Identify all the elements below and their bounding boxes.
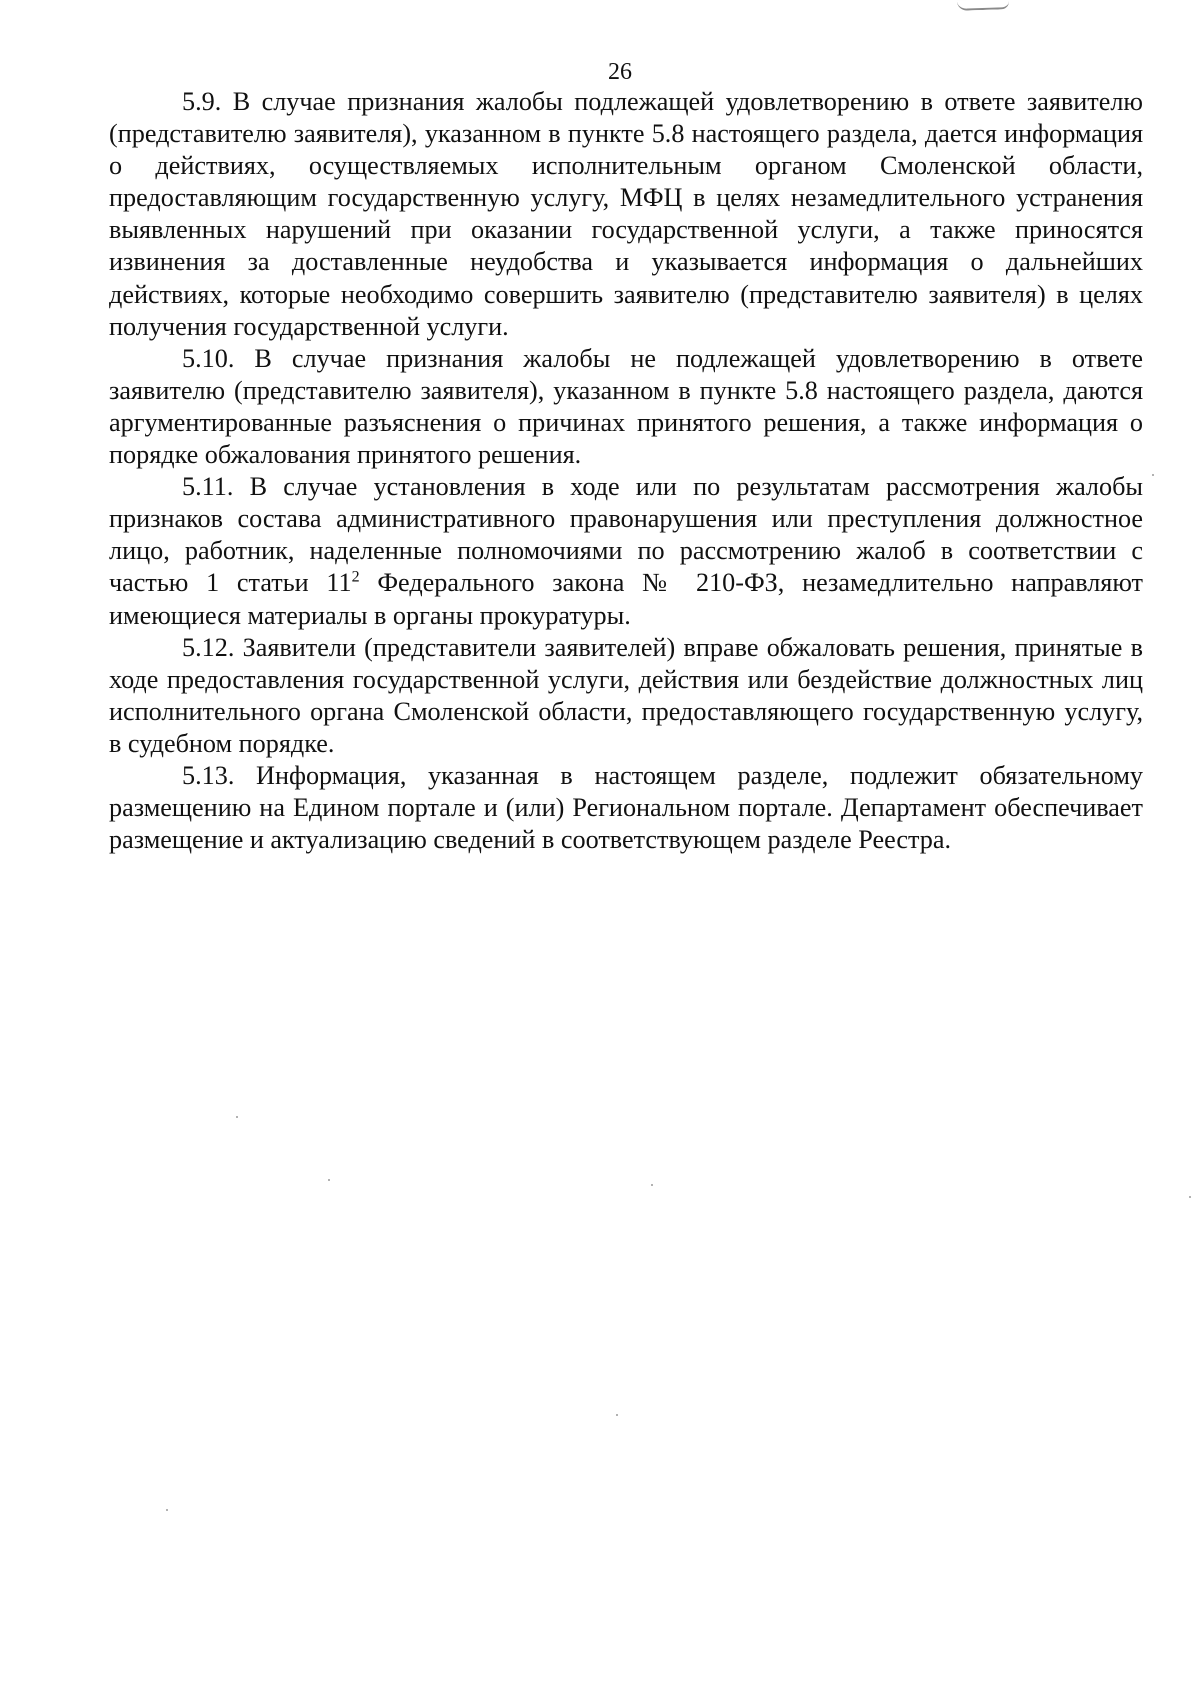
paragraph-5-11-text-after-superscript: Федерального закона № 210-ФЗ, незамедлительно направляют имеющиеся материалы в органы прокуратуры.	[109, 568, 1143, 630]
paragraph-5-12: 5.12. Заявители (представители заявителей) вправе обжаловать решения, принятые в ходе предоставления государственной услуги, действия или бездействие должностных лиц исполнительного органа Смоленской области, предоставляющего государственную услугу, в судебном порядке.	[109, 632, 1143, 758]
scan-speck	[236, 1116, 238, 1118]
scan-speck	[1152, 474, 1154, 476]
paragraph-5-11-text-before-superscript: 5.11. В случае установления в ходе или по результатам рассмотрения жалобы признаков состава административного правонарушения или преступления должностное лицо, работник, наделенные полномочиями по рассмотрению жалоб в соответствии с частью 1 статьи 11	[109, 472, 1143, 598]
document-body	[109, 86, 1143, 856]
paragraph-5-11	[109, 471, 1143, 631]
scan-speck	[651, 1184, 653, 1186]
scan-artifact-mark	[957, 0, 1009, 11]
scan-speck	[1189, 1196, 1191, 1198]
paragraph-5-13: 5.13. Информация, указанная в настоящем разделе, подлежит обязательному размещению на Едином портале и (или) Региональном портале. Департамент обеспечивает размещение и актуализацию сведений в соответствующем разделе Реестра.	[109, 760, 1143, 855]
paragraph-5-11-superscript: 2	[351, 568, 360, 586]
page-number: 26	[608, 59, 632, 85]
scan-speck	[328, 1179, 330, 1181]
scan-speck	[166, 1509, 168, 1511]
paragraph-5-10: 5.10. В случае признания жалобы не подлежащей удовлетворению в ответе заявителю (представителю заявителя), указанном в пункте 5.8 настоящего раздела, даются аргументированные разъяснения о причинах принятого решения, а также информация о порядке обжалования принятого решения.	[109, 343, 1143, 470]
paragraph-5-9: 5.9. В случае признания жалобы подлежащей удовлетворению в ответе заявителю (представителю заявителя), указанном в пункте 5.8 настоящего раздела, дается информация о действиях, осуществляемых исполнительным органом Смоленской области, предоставляющим государственную услугу, МФЦ в целях незамедлительного устранения выявленных нарушений при оказании государственной услуги, а также приносятся извинения за доставленные неудобства и указывается информация о дальнейших действиях, которые необходимо совершить заявителю (представителю заявителя) в целях получения государственной услуги.	[109, 87, 1143, 341]
scan-speck	[616, 1414, 618, 1416]
